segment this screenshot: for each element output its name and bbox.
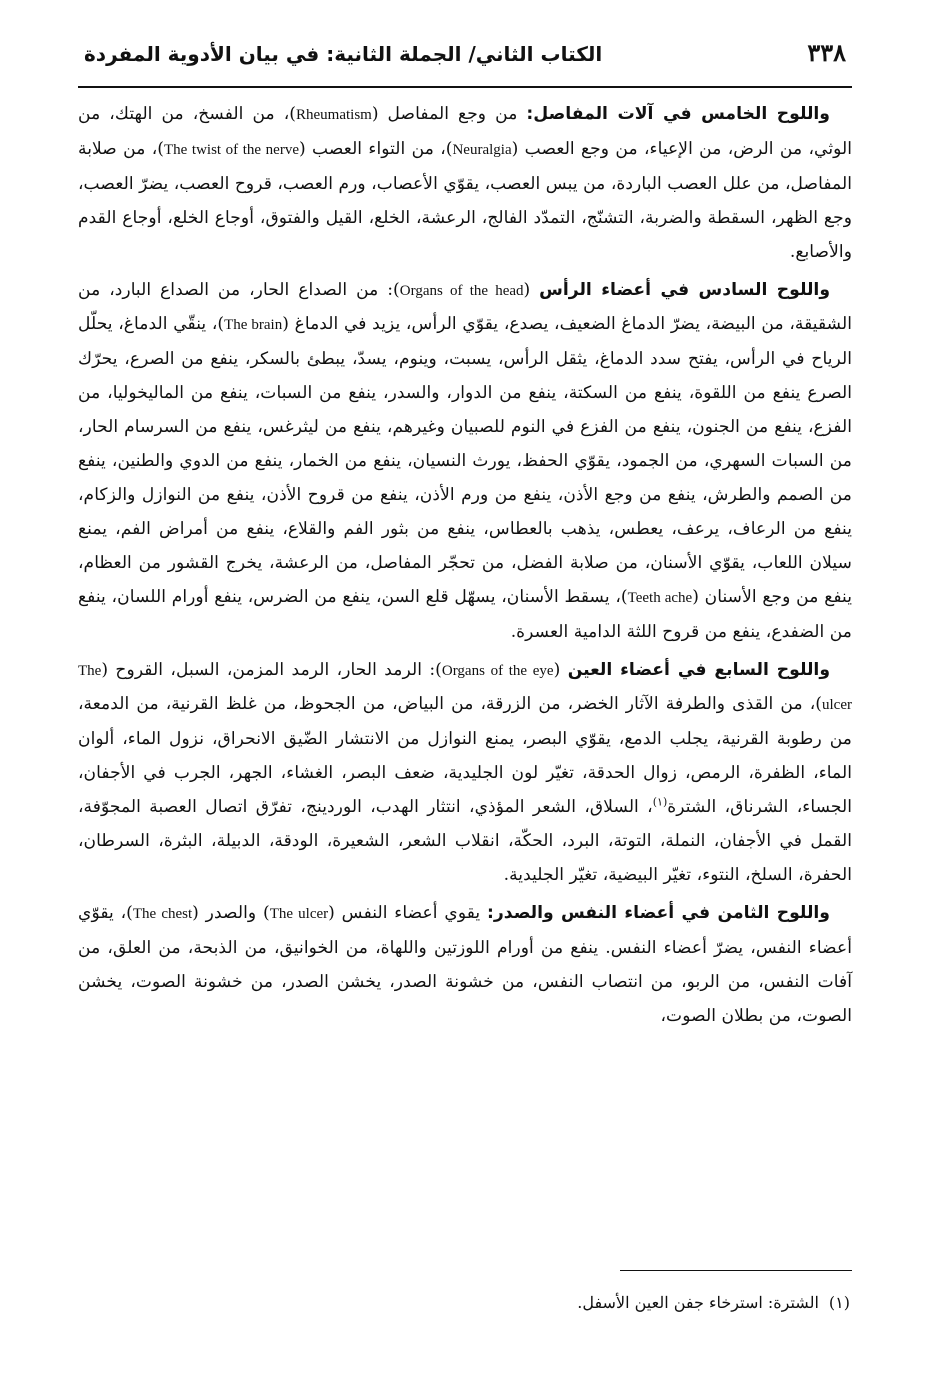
text-run: )، من القذى والطرفة الآثار الخضر، من الزرقة، من البياض، من الجحوظ، من غلظ القرنية، من الدمعة، من رطوبة القرنية، يجلب الدمع، يقوّي البصر، يمنع النوازل من الانتشار الضّيق الانحراق، نزول الماء، ألوان الماء، الظفرة، الرمص، زوال الحدقة، تغيّر لون الجليدية، ضعف البصر، الغشاء، الجهر، الجرب في الأجفان، الجساء، الشرناق، الشترة xyxy=(78,694,853,818)
latin-term: Neuralgia xyxy=(452,141,512,158)
text-run: من وجع المفاصل ( xyxy=(371,104,527,124)
footnote-reference[interactable]: (١) xyxy=(652,795,668,809)
section-heading-eye: واللوح السابع في أعضاء العين xyxy=(567,659,831,680)
latin-term: The twist of the nerve xyxy=(164,141,299,158)
paragraph-joints xyxy=(78,98,852,270)
text-run: )، يقوّي أعضاء النفس، يضرّ أعضاء النفس. ينفع من أورام اللوزتين واللهاة، من الخوانيق، من الذبحة، من العلق، من آفات النفس، من الربو، من انتصاب النفس، من خشونة الصدر، يخشن الصدر، من خشونة الصوت، يخشن الصوت، من بطلان الصوت، xyxy=(78,902,852,1026)
paragraph-head xyxy=(78,274,852,650)
paragraph-eye xyxy=(78,654,852,893)
page-number: ٣٣٨ xyxy=(807,38,846,67)
latin-term: Organs of the eye xyxy=(441,662,554,679)
footnote-text: الشترة: استرخاء جفن العين الأسفل. xyxy=(577,1293,819,1312)
section-heading-chest: واللوح الثامن في أعضاء النفس والصدر: xyxy=(487,902,830,923)
footnote-number: (١) xyxy=(828,1293,850,1312)
text-run: يقوي أعضاء النفس ( xyxy=(328,902,487,923)
footnote-area xyxy=(78,1270,852,1317)
text-run: )، من الفسخ، من الهتك، من الوثي، من الرض، من الإعياء، من وجع العصب ( xyxy=(78,104,853,159)
latin-term: Rheumatism xyxy=(296,107,372,123)
footnote-divider xyxy=(620,1270,852,1271)
latin-term: Teeth ache xyxy=(627,589,693,606)
section-heading-joints: واللوح الخامس في آلات المفاصل: xyxy=(526,104,830,124)
book-page xyxy=(78,38,852,1348)
text-run: ) والصدر ( xyxy=(192,902,270,923)
latin-term: The ulcer xyxy=(269,905,329,922)
text-run: )، ينقّي الدماغ، يحلّل الرياح في الرأس، يفتح سدد الدماغ، يثقل الرأس، يسبت، وينوم، يسدّ، يبطئ بالسكر، ينفع من الصرع، يحرّك الصرع ينفع من اللقوة، ينفع من السكتة، ينفع من الدوار، والسدر، ينفع من السبات، ينفع من الماليخوليا، من الفزع، ينفع من الجنون، ينفع من الفزع في النوم للصبيان وغيرهم، ينفع من ليثرغس، ينفع من السرسام الحار، من السبات السهري، من الجمود، يقوّي الحفظ، يورث النسيان، ينفع من الخمار، ينفع من الدوي والطنين، ينفع من الصمم والطرش، ينفع من وجع الأذن، ينفع من ورم الأذن، ينفع من قروح الأذن، ينفع من النوازل والزكام، ينفع من الرعاف، يرعف، يعطس، يذهب بالعطاس، ينفع من بثور الفم والقلاع، ينفع من أمراض الفم، يمنع سيلان اللعاب، يقوّي الأسنان، من صلابة الفضل، من تحجّر المفاصل، من الرعشة، يخرج القشور من العظام، ينفع من وجع الأسنان ( xyxy=(78,314,853,607)
text-run: ، السلاق، الشعر المؤذي، انتثار الهدب، الوردينج، تفرّق اتصال العصبة المجوّفة، القمل في الأجفان، النملة، التوتة، البرد، الحكّة، انقلاب الشعر، الشعيرة، الودقة، الدبيلة، البثرة، السرطان، الحفرة، السلخ، النتوء، تغيّر البيضية، تغيّر الجليدية. xyxy=(78,797,852,885)
page-body xyxy=(78,88,852,1033)
section-heading-head: واللوح السادس في أعضاء الرأس xyxy=(539,279,831,300)
footnote xyxy=(78,1289,852,1317)
text-run: )، يسقط الأسنان، يسهّل قلع السن، ينفع من الضرس، ينفع أورام اللسان، ينفع من الضفدع، ينفع من قروح اللثة الدامية العسرة. xyxy=(78,586,852,642)
text-run: )، من صلابة المفاصل، من علل العصب الباردة، من يبس العصب، يقوّي الأعصاب، ورم العصب، قروح العصب، يضرّ العصب، وجع الظهر، السقطة والضربة، التشنّج، التمدّد الفالج، الرعشة، الخلع، القيل والفتوق، أوجاع الخلع، أوجاع القدم والأصابع. xyxy=(78,138,852,262)
running-head: الكتاب الثاني/ الجملة الثانية: في بيان الأدوية المفردة xyxy=(84,42,603,66)
text-run: )، من التواء العصب ( xyxy=(298,138,453,159)
text-run: ( xyxy=(523,279,540,300)
text-run: ): الرمد الحار، الرمد المزمن، السبل، القروح ( xyxy=(101,659,442,680)
latin-term: The ulcer xyxy=(78,662,852,714)
latin-term: The brain xyxy=(224,317,283,334)
text-run: ( xyxy=(553,659,568,680)
latin-term: Organs of the head xyxy=(399,282,524,299)
text-run: ): من الصداع الحار، من الصداع البارد، من الشقيقة، من البيضة، يضرّ الدماغ الضعيف، يصدع، يقوّي الرأس، يزيد في الدماغ ( xyxy=(78,279,853,335)
latin-term: The chest xyxy=(132,905,193,922)
paragraph-chest xyxy=(78,897,852,1034)
page-header xyxy=(78,38,852,88)
